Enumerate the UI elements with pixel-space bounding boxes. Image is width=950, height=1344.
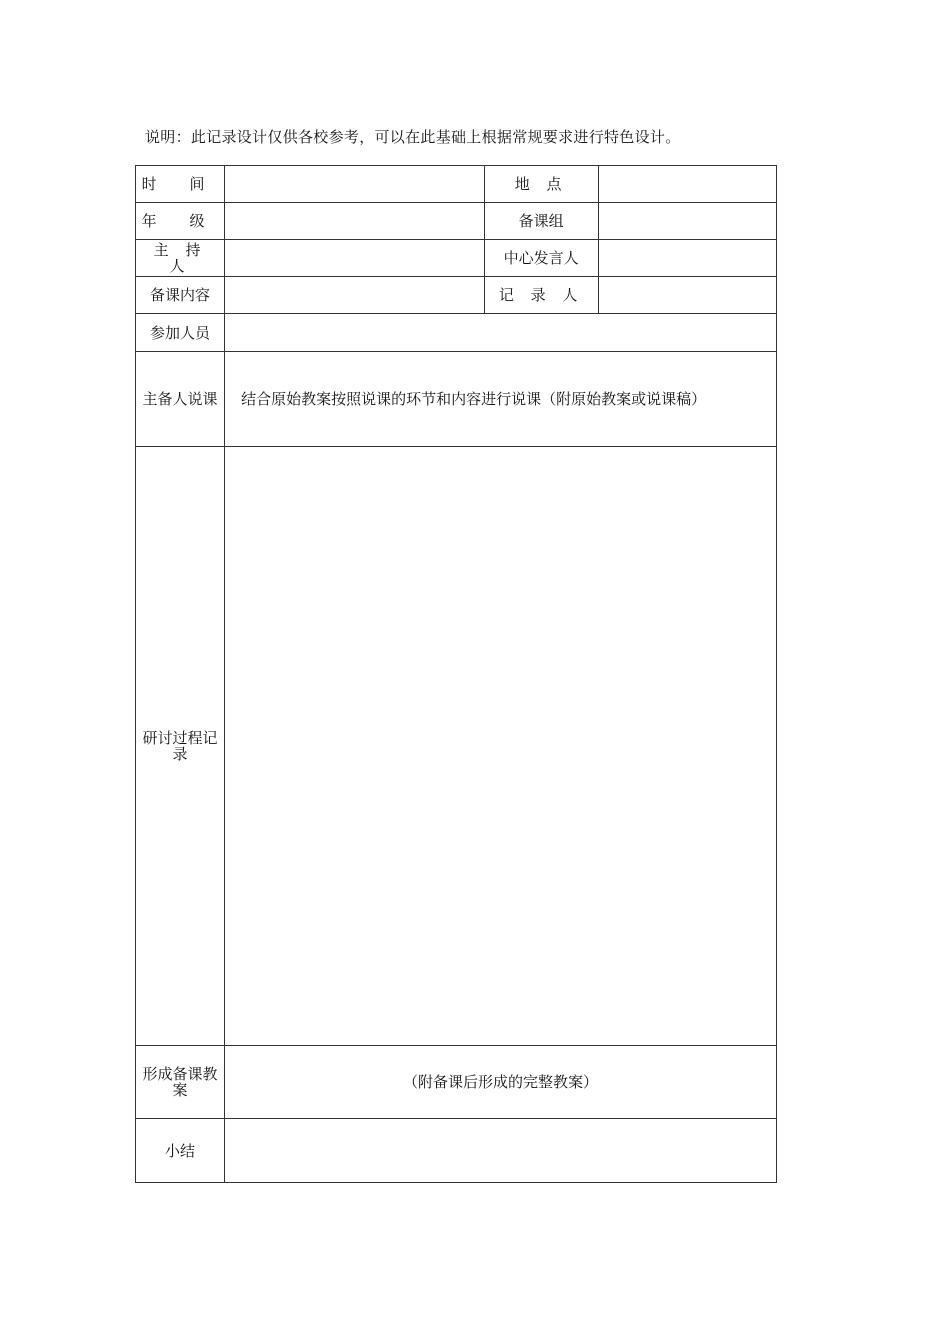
attendees-label: 参加人员 (136, 314, 225, 352)
host-label: 主 持 人 (136, 240, 225, 277)
host-field[interactable] (225, 240, 484, 277)
group-field[interactable] (598, 203, 776, 240)
summary-field[interactable] (225, 1119, 777, 1183)
grade-field[interactable] (225, 203, 484, 240)
attendees-field[interactable] (225, 314, 777, 352)
table-row (136, 240, 777, 277)
form-instruction-note: 说明：此记录设计仅供各校参考，可以在此基础上根据常规要求进行特色设计。 (145, 128, 681, 146)
content-field[interactable] (225, 277, 484, 314)
time-label: 时 间 (136, 166, 225, 203)
presenter-text: 结合原始教案按照说课的环节和内容进行说课（附原始教案或说课稿） (225, 352, 777, 447)
grade-label: 年 级 (136, 203, 225, 240)
table-row (136, 203, 777, 240)
table-row (136, 1119, 777, 1183)
recorder-label: 记 录 人 (484, 277, 598, 314)
table-row (136, 447, 777, 1046)
place-field[interactable] (598, 166, 776, 203)
table-row (136, 1046, 777, 1119)
discussion-label: 研讨过程记录 (136, 447, 225, 1046)
presenter-label: 主备人说课 (136, 352, 225, 447)
speaker-label: 中心发言人 (484, 240, 598, 277)
table-row (136, 314, 777, 352)
discussion-field[interactable] (225, 447, 777, 1046)
time-field[interactable] (225, 166, 484, 203)
plan-text: （附备课后形成的完整教案） (225, 1046, 777, 1119)
summary-label: 小结 (136, 1119, 225, 1183)
table-row (136, 166, 777, 203)
group-label: 备课组 (484, 203, 598, 240)
content-label: 备课内容 (136, 277, 225, 314)
plan-label: 形成备课教案 (136, 1046, 225, 1119)
place-label: 地 点 (484, 166, 598, 203)
lesson-prep-record-table (135, 165, 777, 1183)
table-row (136, 352, 777, 447)
speaker-field[interactable] (598, 240, 776, 277)
recorder-field[interactable] (598, 277, 776, 314)
table-row (136, 277, 777, 314)
